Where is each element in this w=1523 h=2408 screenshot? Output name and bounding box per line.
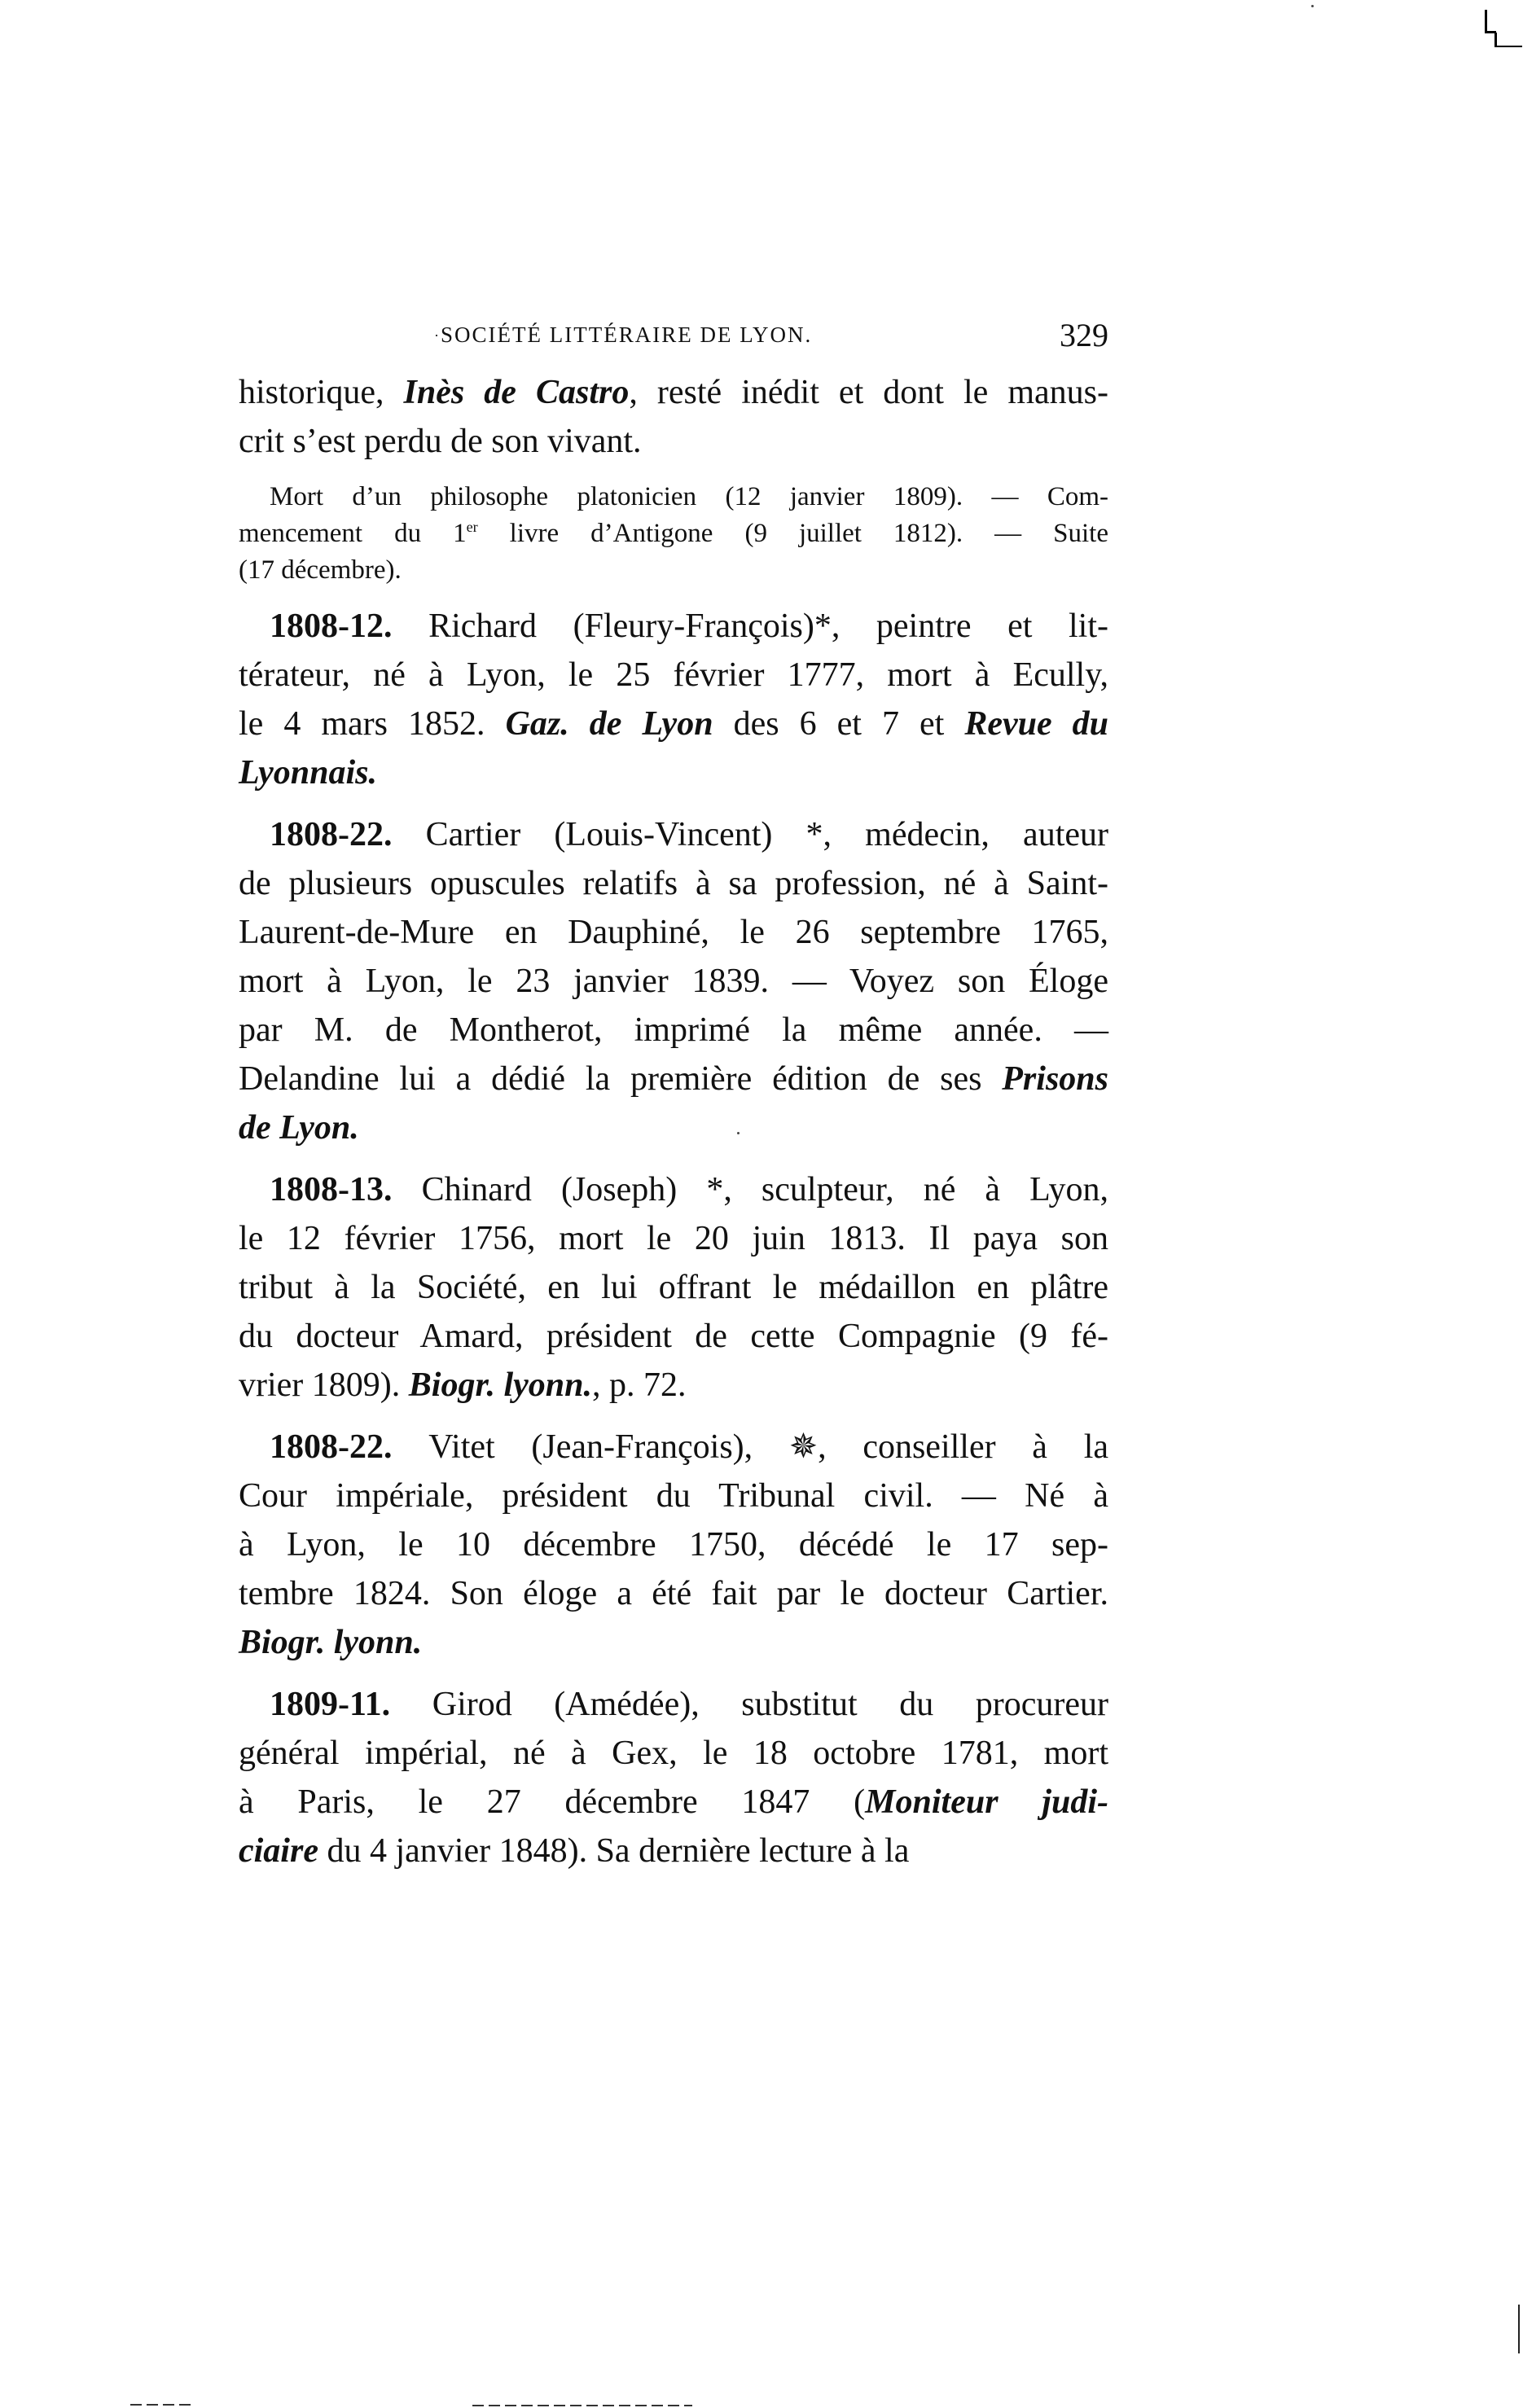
text-line bbox=[239, 368, 1108, 417]
text-run: le 4 mars 1852. bbox=[239, 705, 506, 743]
text-run: (17 décembre). bbox=[239, 555, 402, 585]
text-run: à Lyon, le 10 décembre 1750, décédé le 17 sep- bbox=[239, 1526, 1108, 1564]
bottom-edge-dash bbox=[472, 2405, 692, 2406]
text-run: Chinard (Joseph) *, sculpteur, né à Lyon, bbox=[421, 1171, 1108, 1208]
entry-number: 1808-12. bbox=[270, 607, 429, 645]
text-run: mencement du 1 bbox=[239, 519, 467, 548]
text-run: Cour impériale, président du Tribunal civil. — Né à bbox=[239, 1477, 1108, 1515]
running-head-title: SOCIÉTÉ LITTÉRAIRE DE LYON. bbox=[441, 322, 813, 347]
italic-text: Inès de Castro bbox=[403, 374, 630, 411]
entry-number: 1808-22. bbox=[270, 1428, 429, 1466]
text-line bbox=[239, 859, 1108, 908]
text-run: mort à Lyon, le 23 janvier 1839. — Voyez son Éloge bbox=[239, 963, 1108, 1000]
text-run: livre d’Antigone (9 juillet 1812). — Suite bbox=[477, 519, 1108, 548]
text-run: Mort d’un philosophe platonicien (12 janvier 1809). — Com- bbox=[270, 482, 1108, 511]
paragraph-entry-girod bbox=[239, 1680, 1108, 1875]
italic-text: de Lyon. bbox=[239, 1109, 359, 1147]
paragraph-entry-vitet bbox=[239, 1423, 1108, 1667]
text-run: Laurent-de-Mure en Dauphiné, le 26 septembre 1765, bbox=[239, 914, 1108, 951]
text-run: du docteur Amard, président de cette Compagnie (9 fé- bbox=[239, 1318, 1108, 1355]
text-line bbox=[239, 1569, 1108, 1618]
paragraph-entry-chinard bbox=[239, 1165, 1108, 1410]
text-line bbox=[239, 515, 1108, 552]
text-line bbox=[239, 700, 1108, 748]
text-line bbox=[239, 1263, 1108, 1312]
text-run: , p. 72. bbox=[592, 1366, 687, 1404]
text-run: historique, bbox=[239, 374, 404, 411]
corner-crop-mark bbox=[1485, 10, 1487, 33]
text-line bbox=[239, 1520, 1108, 1569]
text-line bbox=[239, 1423, 1108, 1472]
italic-text: Biogr. lyonn. bbox=[408, 1366, 593, 1404]
italic-text: Revue du bbox=[964, 705, 1109, 743]
italic-text: Gaz. de Lyon bbox=[505, 705, 713, 743]
text-run: des 6 et 7 et bbox=[713, 705, 965, 743]
text-line bbox=[239, 1778, 1108, 1827]
entry-number: 1809-11. bbox=[270, 1686, 432, 1723]
bottom-edge-dash bbox=[130, 2404, 195, 2406]
text-run: le 12 février 1756, mort le 20 juin 1813. Il paya son bbox=[239, 1220, 1108, 1257]
text-line bbox=[239, 1680, 1108, 1729]
text-line bbox=[239, 1103, 1108, 1152]
text-line bbox=[239, 1055, 1108, 1103]
text-line bbox=[239, 602, 1108, 651]
text-run: Cartier (Louis-Vincent) *, médecin, auteur bbox=[425, 816, 1108, 853]
running-head-dot: · bbox=[434, 327, 439, 344]
text-line bbox=[239, 1165, 1108, 1214]
text-run: à Paris, le 27 décembre 1847 ( bbox=[239, 1783, 866, 1821]
text-line bbox=[239, 908, 1108, 957]
speck bbox=[1311, 5, 1314, 7]
text-run: Richard (Fleury-François)*, peintre et lit- bbox=[428, 607, 1108, 645]
entry-number: 1808-13. bbox=[270, 1171, 422, 1208]
text-line bbox=[239, 552, 1108, 589]
text-line bbox=[239, 810, 1108, 859]
text-run: de plusieurs opuscules relatifs à sa profession, né à Saint- bbox=[239, 865, 1108, 902]
text-run: vrier 1809). bbox=[239, 1366, 409, 1404]
paragraph-entry-richard bbox=[239, 602, 1108, 797]
right-edge-line bbox=[1518, 2305, 1520, 2353]
text-line bbox=[239, 1006, 1108, 1055]
italic-text: Moniteur judi- bbox=[865, 1783, 1108, 1821]
corner-crop-mark-foot bbox=[1494, 33, 1497, 46]
text-run: térateur, né à Lyon, le 25 février 1777, mort à Ecully, bbox=[239, 656, 1108, 694]
page-number: 329 bbox=[1060, 317, 1108, 353]
paragraph-entry-cartier bbox=[239, 810, 1108, 1152]
text-line bbox=[239, 957, 1108, 1006]
text-run: par M. de Montherot, imprimé la même année. — bbox=[239, 1011, 1108, 1049]
text-line bbox=[239, 1312, 1108, 1361]
text-run: du 4 janvier 1848). Sa dernière lecture à la bbox=[318, 1832, 910, 1870]
italic-text: Biogr. lyonn. bbox=[239, 1624, 423, 1661]
paragraph-works-note bbox=[239, 479, 1108, 589]
text-line bbox=[239, 1361, 1108, 1410]
text-run: er bbox=[466, 519, 478, 535]
text-line bbox=[239, 1729, 1108, 1778]
text-run: crit s’est perdu de son vivant. bbox=[239, 423, 642, 460]
text-run: Vitet (Jean-François), ✵, conseiller à la bbox=[428, 1428, 1108, 1466]
text-line bbox=[239, 479, 1108, 515]
italic-text: Lyonnais. bbox=[239, 754, 377, 792]
text-line bbox=[239, 417, 1108, 466]
italic-text: ciaire bbox=[239, 1832, 318, 1870]
text-run: tribut à la Société, en lui offrant le médaillon en plâtre bbox=[239, 1269, 1108, 1306]
corner-crop-mark-base bbox=[1494, 46, 1522, 47]
body-text bbox=[239, 368, 1108, 1888]
text-line bbox=[239, 1472, 1108, 1520]
text-line bbox=[239, 1618, 1108, 1667]
text-run: général impérial, né à Gex, le 18 octobre 1781, mort bbox=[239, 1735, 1108, 1772]
text-run: Delandine lui a dédié la première édition de ses bbox=[239, 1060, 1003, 1098]
italic-text: Prisons bbox=[1002, 1060, 1108, 1098]
text-run: tembre 1824. Son éloge a été fait par le docteur Cartier. bbox=[239, 1575, 1108, 1612]
text-line bbox=[239, 1214, 1108, 1263]
running-head bbox=[239, 316, 1108, 357]
text-run: Girod (Amédée), substitut du procureur bbox=[432, 1686, 1109, 1723]
text-line bbox=[239, 1827, 1108, 1875]
text-run: , resté inédit et dont le manus- bbox=[629, 374, 1108, 411]
text-line bbox=[239, 748, 1108, 797]
paragraph-continuation bbox=[239, 368, 1108, 466]
entry-number: 1808-22. bbox=[270, 816, 426, 853]
text-line bbox=[239, 651, 1108, 700]
